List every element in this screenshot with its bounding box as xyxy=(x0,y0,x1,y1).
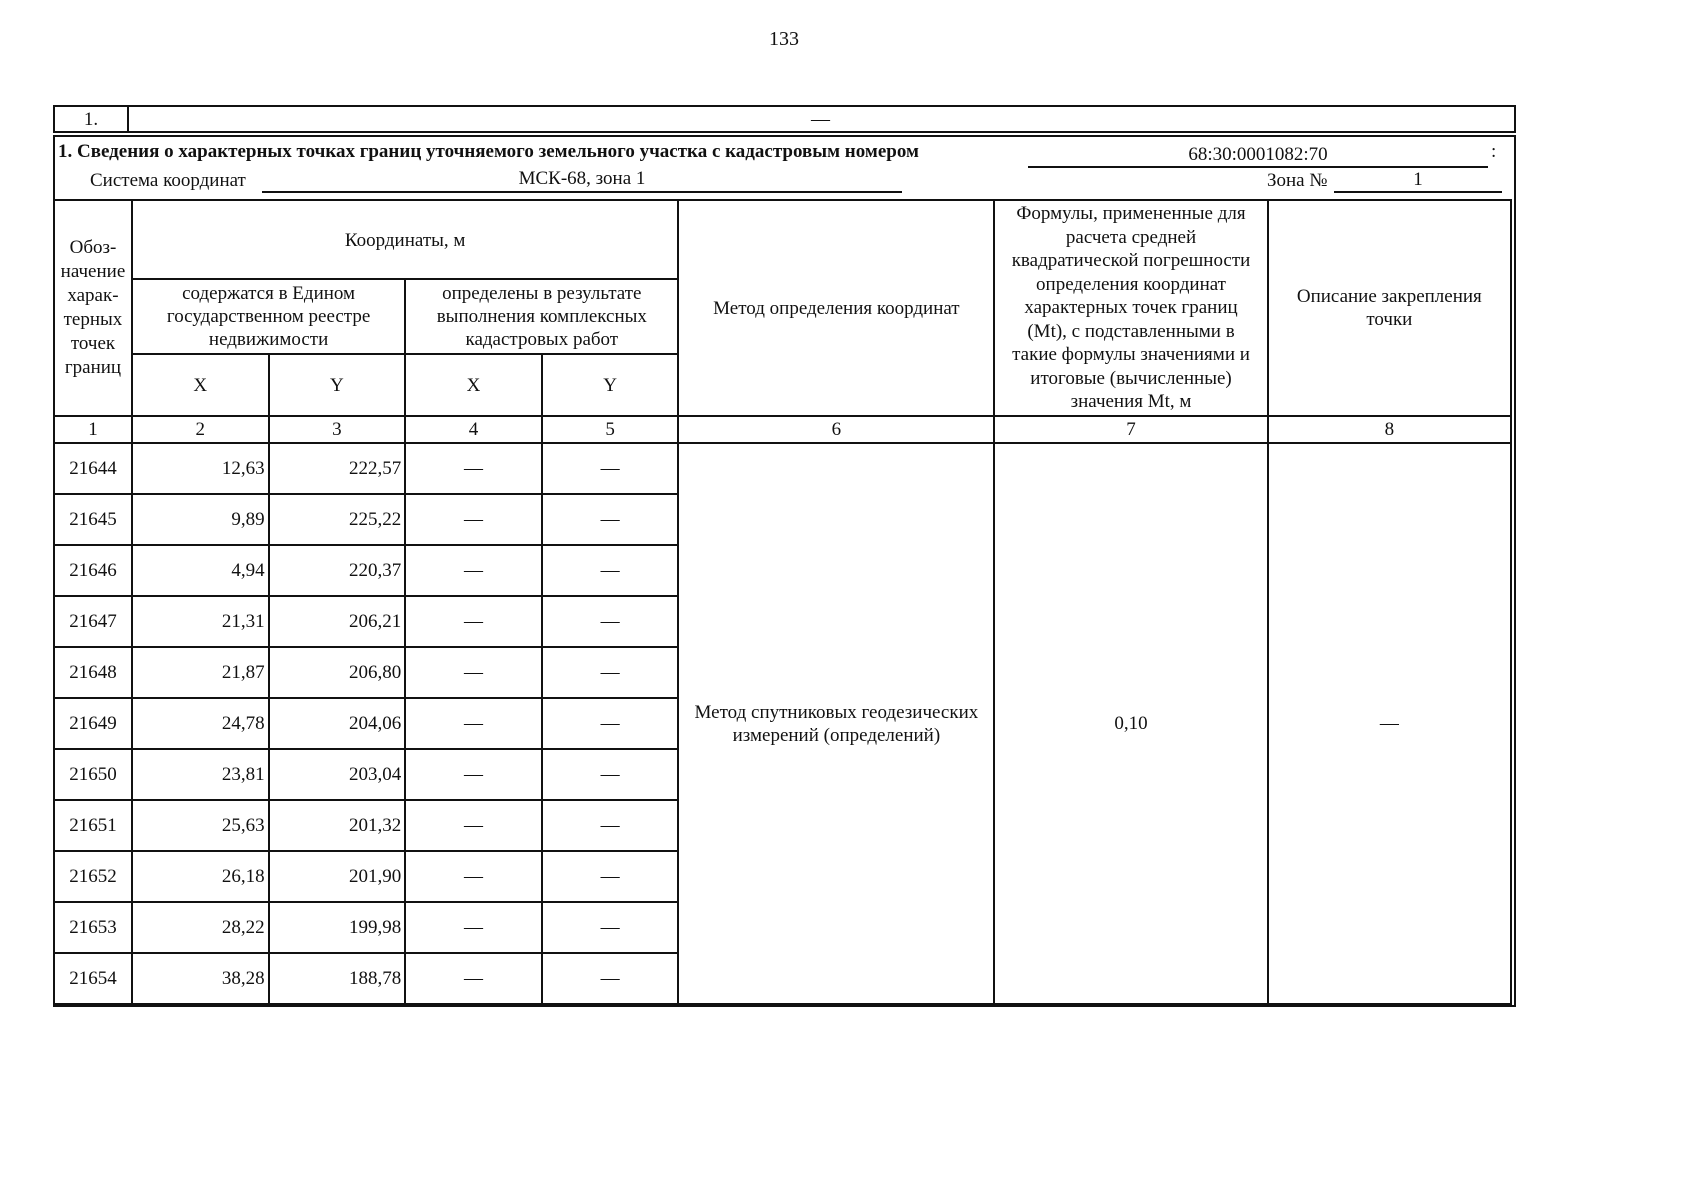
point-id-cell: 21644 xyxy=(54,443,132,494)
y-egrn-cell: 199,98 xyxy=(269,902,406,953)
boundary-points-section xyxy=(53,135,1516,1007)
y-egrn-cell: 201,90 xyxy=(269,851,406,902)
zone-value: 1 xyxy=(1334,167,1502,193)
coordinate-system-label: Система координат xyxy=(90,170,246,191)
column-number: 8 xyxy=(1268,416,1511,443)
x-egrn-cell: 12,63 xyxy=(132,443,269,494)
x-egrn-cell: 21,87 xyxy=(132,647,269,698)
y-egrn-cell: 203,04 xyxy=(269,749,406,800)
y-complex-cell: — xyxy=(542,698,679,749)
y-complex-cell: — xyxy=(542,800,679,851)
y-egrn-cell: 204,06 xyxy=(269,698,406,749)
column-number: 5 xyxy=(542,416,679,443)
point-id-cell: 21654 xyxy=(54,953,132,1004)
point-id-cell: 21652 xyxy=(54,851,132,902)
method-cell: Метод спутниковых геодезических измерений (определений) xyxy=(678,443,994,1004)
column-number: 2 xyxy=(132,416,269,443)
y-egrn-cell: 206,21 xyxy=(269,596,406,647)
header-method: Метод определения координат xyxy=(678,200,994,416)
x-complex-cell: — xyxy=(405,647,542,698)
x-egrn-cell: 25,63 xyxy=(132,800,269,851)
previous-section-strip xyxy=(53,105,1516,133)
zone-label: Зона № xyxy=(1267,170,1328,191)
header-designation: Обоз- начение харак- терных точек границ xyxy=(54,200,132,416)
x-egrn-cell: 4,94 xyxy=(132,545,269,596)
coordinate-system-value: МСК-68, зона 1 xyxy=(262,167,902,193)
cadastral-number: 68:30:0001082:70 xyxy=(1028,142,1488,168)
point-id-cell: 21653 xyxy=(54,902,132,953)
y-complex-cell: — xyxy=(542,545,679,596)
x-complex-cell: — xyxy=(405,902,542,953)
y-egrn-cell: 201,32 xyxy=(269,800,406,851)
y-complex-cell: — xyxy=(542,953,679,1004)
y-egrn-cell: 222,57 xyxy=(269,443,406,494)
column-number-row xyxy=(54,416,1511,443)
column-number: 3 xyxy=(269,416,406,443)
header-egrn: содержатся в Едином государственном реестре недвижимости xyxy=(132,279,405,354)
column-number: 6 xyxy=(678,416,994,443)
header-y-complex: Y xyxy=(542,354,679,416)
x-egrn-cell: 21,31 xyxy=(132,596,269,647)
x-complex-cell: — xyxy=(405,800,542,851)
point-id-cell: 21646 xyxy=(54,545,132,596)
y-egrn-cell: 220,37 xyxy=(269,545,406,596)
x-complex-cell: — xyxy=(405,953,542,1004)
point-id-cell: 21649 xyxy=(54,698,132,749)
x-egrn-cell: 24,78 xyxy=(132,698,269,749)
page-number: 133 xyxy=(769,28,799,50)
x-complex-cell: — xyxy=(405,545,542,596)
table-row xyxy=(54,443,1511,494)
boundary-points-table xyxy=(53,199,1512,1005)
point-id-cell: 21647 xyxy=(54,596,132,647)
mt-value-cell: 0,10 xyxy=(994,443,1267,1004)
header-coordinates: Координаты, м xyxy=(132,200,678,279)
y-complex-cell: — xyxy=(542,902,679,953)
point-id-cell: 21651 xyxy=(54,800,132,851)
y-complex-cell: — xyxy=(542,749,679,800)
cadastral-colon: : xyxy=(1491,141,1497,162)
header-y-egrn: Y xyxy=(269,354,406,416)
header-x-complex: X xyxy=(405,354,542,416)
column-number: 1 xyxy=(54,416,132,443)
x-egrn-cell: 9,89 xyxy=(132,494,269,545)
y-complex-cell: — xyxy=(542,596,679,647)
header-x-egrn: X xyxy=(132,354,269,416)
point-id-cell: 21648 xyxy=(54,647,132,698)
strip-value: — xyxy=(811,109,830,130)
strip-number: 1. xyxy=(55,107,129,131)
x-egrn-cell: 38,28 xyxy=(132,953,269,1004)
x-egrn-cell: 23,81 xyxy=(132,749,269,800)
x-complex-cell: — xyxy=(405,698,542,749)
header-formula: Формулы, примененные для расчета средней квадратической погрешности определения координат характерных точек границ (Mt), с подставленными в такие формулы значениями и итоговые (вычисленные) значения Mt, м xyxy=(994,200,1267,416)
x-complex-cell: — xyxy=(405,494,542,545)
x-complex-cell: — xyxy=(405,851,542,902)
y-egrn-cell: 188,78 xyxy=(269,953,406,1004)
y-complex-cell: — xyxy=(542,851,679,902)
y-egrn-cell: 206,80 xyxy=(269,647,406,698)
y-egrn-cell: 225,22 xyxy=(269,494,406,545)
column-number: 7 xyxy=(994,416,1267,443)
x-complex-cell: — xyxy=(405,596,542,647)
x-egrn-cell: 26,18 xyxy=(132,851,269,902)
y-complex-cell: — xyxy=(542,647,679,698)
column-number: 4 xyxy=(405,416,542,443)
x-egrn-cell: 28,22 xyxy=(132,902,269,953)
y-complex-cell: — xyxy=(542,443,679,494)
header-complex-works: определены в результате выполнения комплексных кадастровых работ xyxy=(405,279,678,354)
header-description: Описание закрепления точки xyxy=(1268,200,1511,416)
x-complex-cell: — xyxy=(405,443,542,494)
section-title: 1. Сведения о характерных точках границ уточняемого земельного участка с кадастровым номером xyxy=(58,141,919,162)
point-id-cell: 21645 xyxy=(54,494,132,545)
y-complex-cell: — xyxy=(542,494,679,545)
point-id-cell: 21650 xyxy=(54,749,132,800)
description-cell: — xyxy=(1268,443,1511,1004)
x-complex-cell: — xyxy=(405,749,542,800)
